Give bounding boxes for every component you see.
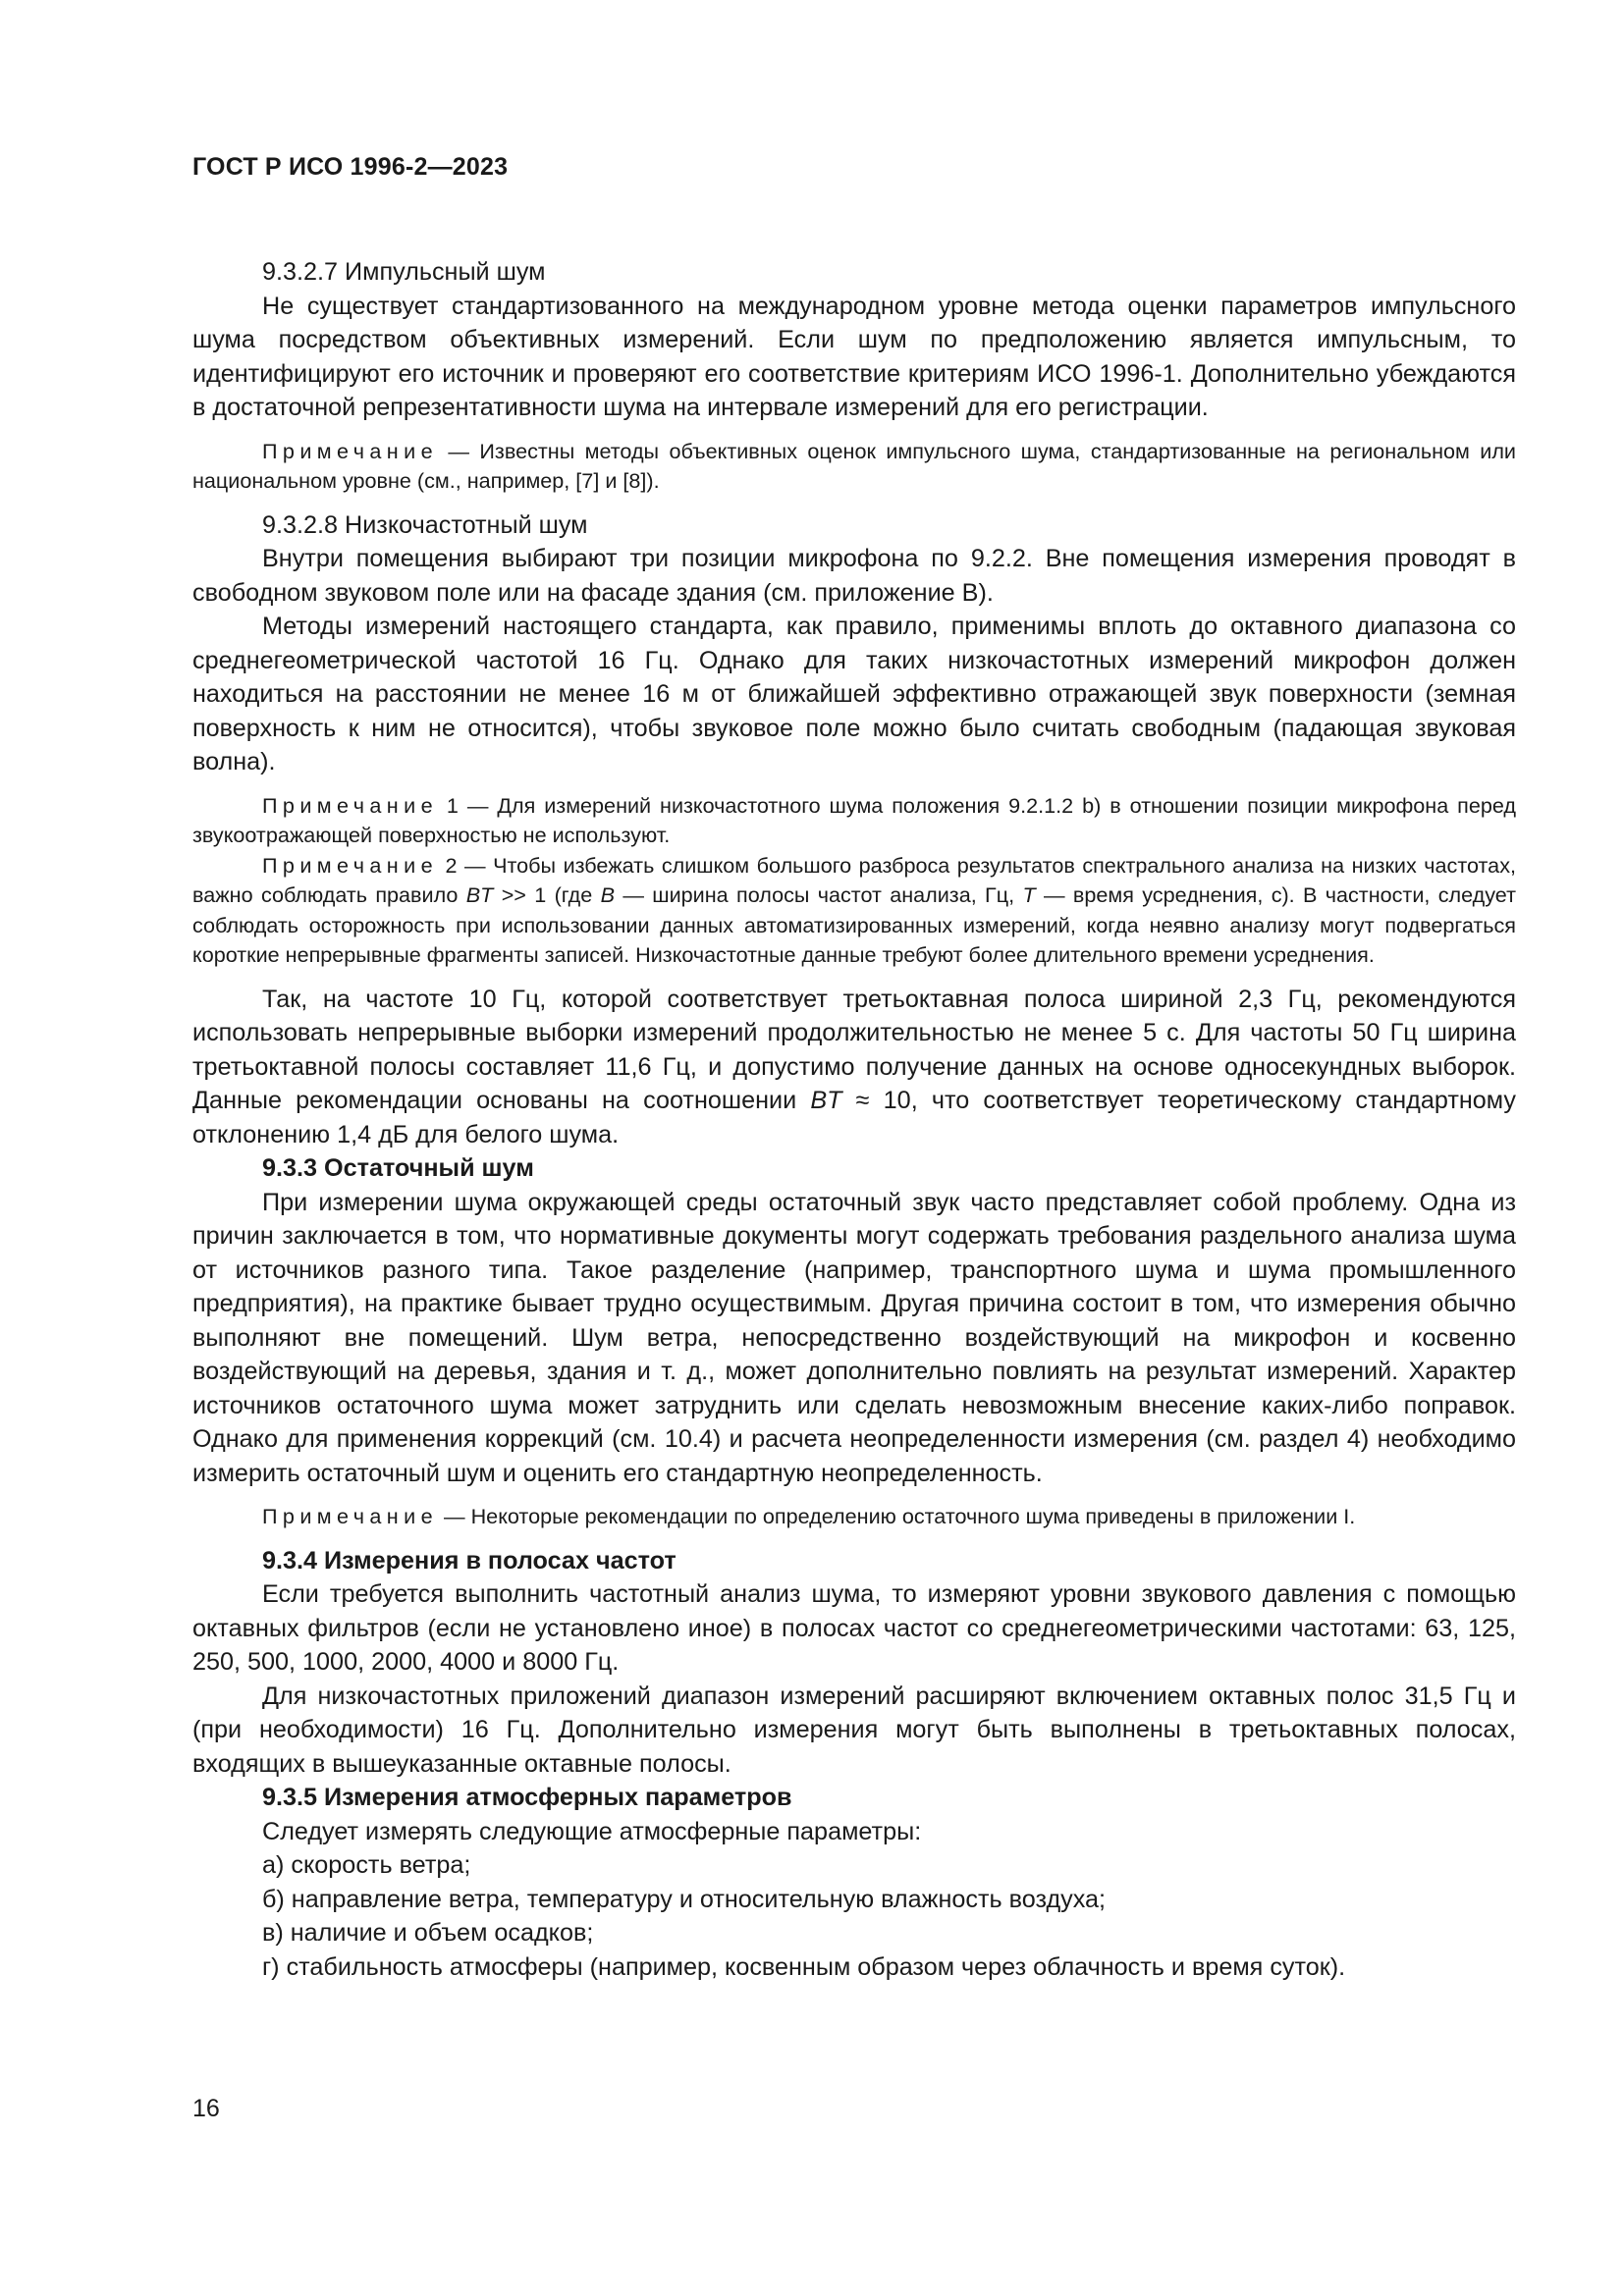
list-item: б) направление ветра, температуру и относительную влажность воздуха; — [262, 1885, 1107, 1913]
note-impulse — [192, 437, 1516, 497]
note-text: 2 — Чтобы избежать слишком большого разброса результатов спектрального анализа на низких частотах, важно соблюдать правило — [192, 852, 1516, 907]
note-text: 1 — Для измерений низкочастотного шума положения 9.2.1.2 b) в отношении позиции микрофона перед звукоотражающей поверхностью не используют. — [192, 792, 1516, 847]
note-residual — [192, 1502, 1516, 1532]
section-9-3-2-8-paragraph-3 — [192, 983, 1516, 1152]
note-text: — Известны методы объективных оценок импульсного шума, стандартизованные на региональном или национальном уровне (см., например, [7] и [8]). — [192, 438, 1516, 493]
section-9-3-3-title: 9.3.3 Остаточный шум — [262, 1154, 534, 1182]
symbol-bt: BT — [810, 1087, 842, 1114]
section-9-3-5-title: 9.3.5 Измерения атмосферных параметров — [262, 1784, 792, 1811]
note-low-freq-2 — [192, 851, 1516, 971]
note-label: Примечание — [262, 438, 438, 463]
note-text: >> 1 (где — [493, 882, 601, 907]
section-9-3-2-8-paragraph-2: Методы измерений настоящего стандарта, как правило, применимы вплоть до октавного диапазона со среднегеометрической частотой 16 Гц. Однако для таких низкочастотных измерений микрофон должен находиться на расстоянии не менее 16 м от ближайшей эффективно отражающей звук поверхности (земная поверхность к ним не относится), чтобы звуковое поле можно было считать свободным (падающая звуковая волна). — [192, 613, 1516, 775]
section-9-3-4-title: 9.3.4 Измерения в полосах частот — [262, 1546, 677, 1575]
section-9-3-2-8-paragraph-1: Внутри помещения выбирают три позиции микрофона по 9.2.2. Вне помещения измерения проводят в свободном звуковом поле или на фасаде здания (см. приложение В). — [192, 545, 1516, 607]
section-9-3-3-paragraph: При измерении шума окружающей среды остаточный звук часто представляет собой проблему. Одна из причин заключается в том, что нормативные документы могут содержать требования раздельного анализа шума от источников разного типа. Такое разделение (например, транспортного шума и шума промышленного предприятия), на практике бывает трудно осуществимым. Другая причина состоит в том, что измерения обычно выполняют вне помещений. Шум ветра, непосредственно воздействующий на микрофон и косвенно воздействующий на деревья, здания и т. д., может дополнительно повлиять на результат измерений. Характер источников остаточного шума может затруднить или сделать невозможным внесение каких-либо поправок. Однако для применения коррекций (см. 10.4) и расчета неопределенности измерения (см. раздел 4) необходимо измерить остаточный шум и оценить его стандартную неопределенность. — [192, 1188, 1516, 1487]
note-text: — Некоторые рекомендации по определению остаточного шума приведены в приложении I. — [438, 1504, 1356, 1528]
page-number: 16 — [192, 2095, 220, 2122]
note-text: — ширина полосы частот анализа, Гц, — [615, 882, 1023, 907]
paragraph-text: Так, на частоте 10 Гц, которой соответствует третьоктавная полоса шириной 2,3 Гц, рекомендуются использовать непрерывные выборки измерений продолжительностью не менее 5 с. Для частоты 50 Гц ширина третьоктавной полосы составляет 11,6 Гц, и допустимо получение данных на основе односекундных выборок. Данные рекомендации основаны на соотношении — [192, 985, 1516, 1114]
note-text: — время усреднения, с). В частности, следует соблюдать осторожность при использовании данных автоматизированных измерений, когда неявно анализу могут подвергаться короткие непрерывные фрагменты записей. Низкочастотные данные требуют более длительного времени усреднения. — [192, 882, 1516, 967]
section-9-3-2-7-paragraph: Не существует стандартизованного на международном уровне метода оценки параметров импульсного шума посредством объективных измерений. Если шум по предположению является импульсным, то идентифицируют его источник и проверяют его соответствие критериям ИСО 1996-1. Дополнительно убеждаются в достаточной репрезентативности шума на интервале измерений для его регистрации. — [192, 292, 1516, 421]
symbol-b: B — [600, 882, 616, 907]
list-item: в) наличие и объем осадков; — [262, 1919, 594, 1947]
list-item: г) стабильность атмосферы (например, косвенным образом через облачность и время суток). — [262, 1952, 1346, 1981]
section-9-3-4-paragraph-2: Для низкочастотных приложений диапазон измерений расширяют включением октавных полос 31,5 Гц и (при необходимости) 16 Гц. Дополнительно измерения могут быть выполнены в третьоктавных полосах, входящих в вышеуказанные октавные полосы. — [192, 1682, 1516, 1778]
page-content — [192, 255, 1516, 1984]
note-label: Примечание — [262, 792, 438, 818]
section-9-3-2-8-title: 9.3.2.8 Низкочастотный шум — [262, 510, 588, 539]
section-9-3-2-7-title: 9.3.2.7 Импульсный шум — [262, 258, 546, 286]
list-item: а) скорость ветра; — [262, 1851, 471, 1879]
document-header: ГОСТ Р ИСО 1996-2—2023 — [192, 153, 509, 181]
paragraph-text: ≈ 10, что соответствует теоретическому стандартному отклонению 1,4 дБ для белого шума. — [192, 1087, 1516, 1148]
section-9-3-4-paragraph-1: Если требуется выполнить частотный анализ шума, то измеряют уровни звукового давления с помощью октавных фильтров (если не установлено иное) в полосах частот со среднегеометрическими частотами: 63, 125, 250, 500, 1000, 2000, 4000 и 8000 Гц. — [192, 1580, 1516, 1676]
note-low-freq-1 — [192, 791, 1516, 851]
note-label: Примечание — [262, 1504, 438, 1528]
symbol-t: T — [1022, 882, 1036, 907]
section-9-3-5-intro: Следует измерять следующие атмосферные параметры: — [262, 1817, 922, 1845]
symbol-bt: BT — [465, 882, 494, 907]
note-label: Примечание — [262, 852, 438, 878]
